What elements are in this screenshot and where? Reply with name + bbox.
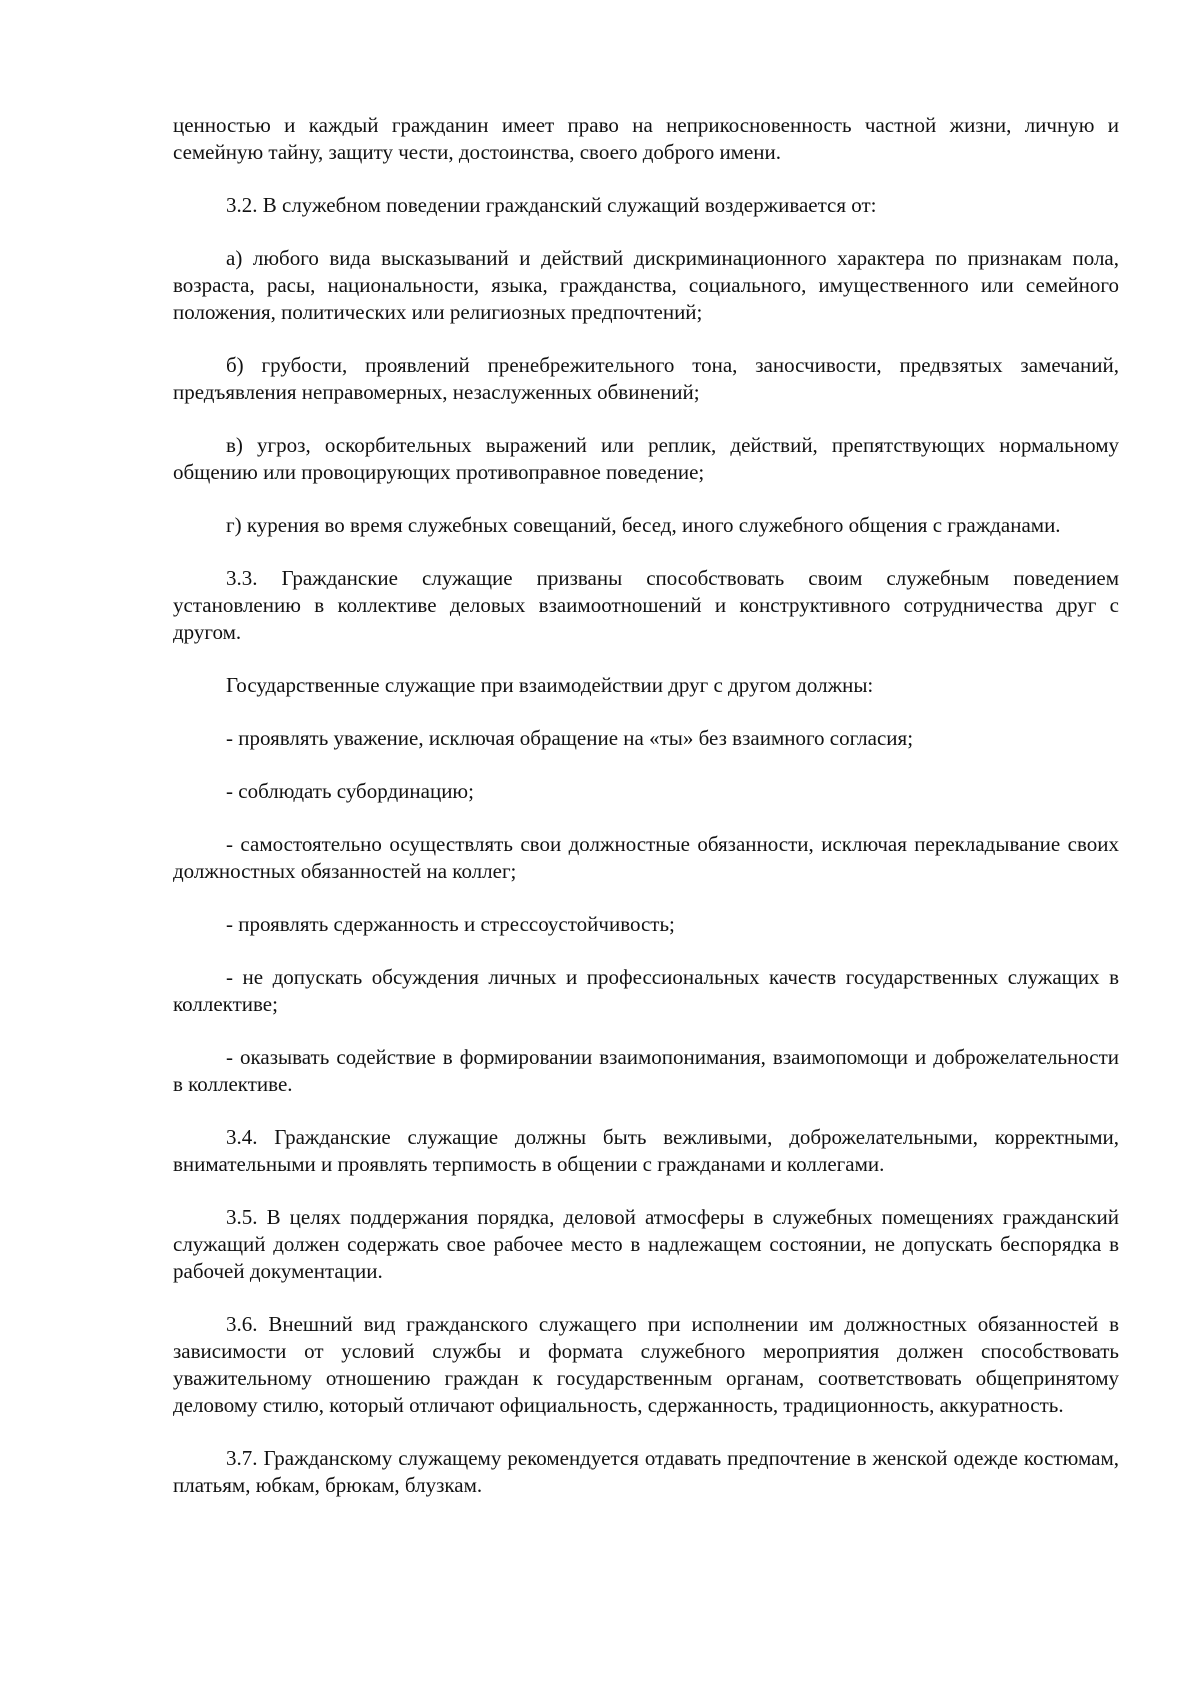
paragraph-3-4: 3.4. Гражданские служащие должны быть вежливыми, доброжелательными, корректными, внимательными и проявлять терпимость в общении с гражданами и коллегами. (173, 1125, 1119, 1176)
paragraph-3-6: 3.6. Внешний вид гражданского служащего при исполнении им должностных обязанностей в зависимости от условий службы и формата служебного мероприятия должен способствовать уважительному отношению граждан к государственным органам, соответствовать общепринятому деловому стилю, который отличают официальность, сдержанность, традиционность, аккуратность. (173, 1312, 1119, 1417)
paragraph-duties-intro: Государственные служащие при взаимодействии друг с другом должны: (226, 673, 874, 697)
document-page (173, 112, 1119, 1499)
paragraph-3-2-a: а) любого вида высказываний и действий дискриминационного характера по признакам пола, возраста, расы, национальности, языка, гражданства, социального, имущественного или семейного положения, политических или религиозных предпочтений; (173, 246, 1119, 324)
paragraph-3-7: 3.7. Гражданскому служащему рекомендуется отдавать предпочтение в женской одежде костюмам, платьям, юбкам, брюкам, блузкам. (173, 1446, 1119, 1497)
paragraph-3-2-g: г) курения во время служебных совещаний, бесед, иного служебного общения с гражданами. (226, 513, 1061, 537)
paragraph-3-2-v: в) угроз, оскорбительных выражений или реплик, действий, препятствующих нормальному общению или провоцирующих противоправное поведение; (173, 433, 1119, 484)
paragraph-3-2: 3.2. В служебном поведении гражданский служащий воздерживается от: (226, 193, 877, 217)
list-item-independence: - самостоятельно осуществлять свои должностные обязанности, исключая перекладывание своих должностных обязанностей на коллег; (173, 832, 1119, 883)
paragraph-continuation: ценностью и каждый гражданин имеет право на неприкосновенность частной жизни, личную и семейную тайну, защиту чести, достоинства, своего доброго имени. (173, 113, 1119, 164)
list-item-assistance: - оказывать содействие в формировании взаимопонимания, взаимопомощи и доброжелательности в коллективе. (173, 1045, 1119, 1096)
list-item-no-discussion: - не допускать обсуждения личных и профессиональных качеств государственных служащих в коллективе; (173, 965, 1119, 1016)
paragraph-3-5: 3.5. В целях поддержания порядка, деловой атмосферы в служебных помещениях гражданский служащий должен содержать свое рабочее место в надлежащем состоянии, не допускать беспорядка в рабочей документации. (173, 1205, 1119, 1283)
list-item-subordination: - соблюдать субординацию; (226, 779, 474, 803)
list-item-restraint: - проявлять сдержанность и стрессоустойчивость; (226, 912, 675, 936)
paragraph-3-3: 3.3. Гражданские служащие призваны способствовать своим служебным поведением установлению в коллективе деловых взаимоотношений и конструктивного сотрудничества друг с другом. (173, 566, 1119, 644)
paragraph-3-2-b: б) грубости, проявлений пренебрежительного тона, заносчивости, предвзятых замечаний, предъявления неправомерных, незаслуженных обвинений; (173, 353, 1119, 404)
list-item-respect: - проявлять уважение, исключая обращение на «ты» без взаимного согласия; (226, 726, 914, 750)
